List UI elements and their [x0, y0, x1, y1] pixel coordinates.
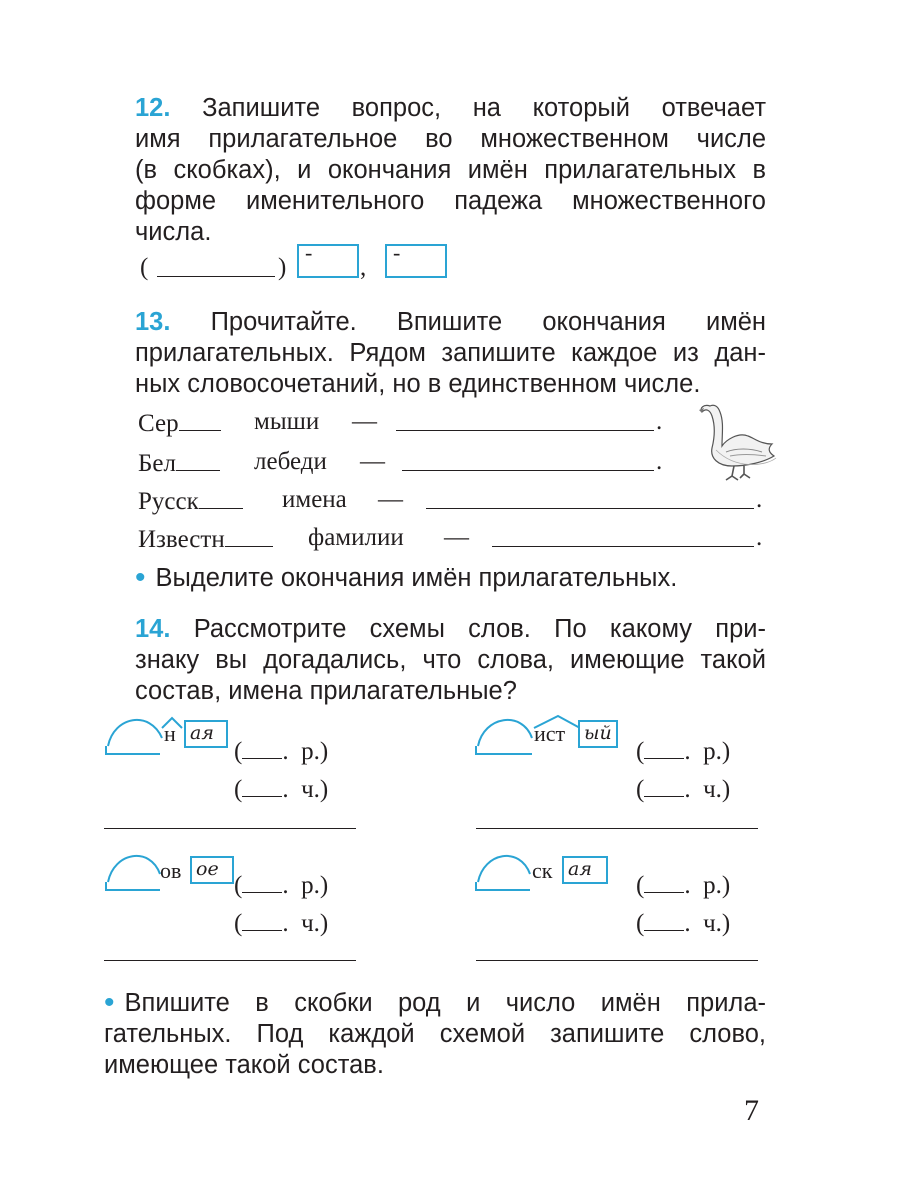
number-bracket: ( . ч.) [234, 910, 329, 937]
swan-icon [696, 400, 782, 482]
suffix: н [164, 721, 176, 746]
word-scheme-1 [104, 710, 364, 840]
suffix: ист [534, 721, 566, 746]
gender-blank[interactable] [242, 870, 282, 893]
adjective-stem: Бел [138, 450, 176, 477]
task-14-text: 14. Рассмотрите схемы слов. По какому при- знаку вы догадались, что слова, имеющие такой состав, имена прилагательные? [135, 615, 766, 705]
task-13-bullet: • Выделите окончания имён прилагательных. [135, 561, 678, 594]
number-bracket: ( . ч.) [234, 776, 329, 803]
noun: фамилии [308, 524, 404, 551]
task-number: 12. [135, 94, 171, 122]
ending-box: ый [578, 720, 618, 748]
gender-blank[interactable] [644, 870, 684, 893]
word-scheme-4 [474, 846, 764, 968]
number-bracket: ( . ч.) [636, 776, 731, 803]
noun: лебеди [254, 448, 327, 475]
answer-line[interactable] [402, 470, 654, 471]
adjective-stem: Русск [138, 488, 199, 515]
ending-blank[interactable] [225, 524, 273, 547]
number-blank[interactable] [644, 774, 684, 797]
page-number: 7 [744, 1094, 759, 1127]
word-scheme-3 [104, 846, 364, 968]
noun: имена [282, 486, 347, 513]
answer-line[interactable] [426, 508, 754, 509]
word-answer-line[interactable] [104, 828, 356, 829]
word-answer-line[interactable] [104, 960, 356, 961]
gender-bracket: ( . р.) [234, 738, 329, 765]
task-14-bullet: • Впишите в скобки род и число имён прила- гательных. Под каждой схемой запишите слово, имеющее такой состав. [104, 986, 766, 1079]
number-blank[interactable] [644, 908, 684, 931]
noun: мыши [254, 408, 320, 435]
answer-line[interactable] [492, 546, 754, 547]
ending-blank[interactable] [176, 448, 220, 471]
ending-box: ое [190, 856, 234, 884]
ending-box-2[interactable]: - [385, 244, 447, 278]
task-number: 13. [135, 308, 171, 336]
suffix: ск [532, 858, 553, 883]
ending-box-1[interactable]: - [297, 244, 359, 278]
ending-blank[interactable] [199, 486, 243, 509]
word-answer-line[interactable] [476, 960, 758, 961]
number-bracket: ( . ч.) [636, 910, 731, 937]
task-13-text: 13. Прочитайте. Впишите окончания имён прилагательных. Рядом запишите каждое из дан- ных словосочетаний, но в единственном числе. [135, 308, 766, 398]
task-12-text: 12. Запишите вопрос, на который отвечает имя прилагательное во множественном числе (в скобках), и окончания имён прилагательных в форме именительного падежа множественного числа. [135, 94, 766, 246]
adjective-stem: Сер [138, 410, 179, 437]
question-answer-line[interactable] [157, 254, 275, 277]
word-answer-line[interactable] [476, 828, 758, 829]
bullet-icon: • [104, 986, 115, 1019]
suffix: ов [160, 858, 182, 883]
bullet-icon: • [135, 561, 146, 594]
ending-box: ая [562, 856, 608, 884]
gender-blank[interactable] [242, 736, 282, 759]
ending-box: ая [184, 720, 228, 748]
task-number: 14. [135, 615, 171, 643]
gender-bracket: ( . р.) [234, 872, 329, 899]
gender-bracket: ( . р.) [636, 872, 731, 899]
ending-blank[interactable] [179, 408, 221, 431]
phrase-row: Русск имена — . [138, 486, 763, 515]
task-12-answer-row: ( ) - , - [140, 248, 460, 288]
phrase-row: Сер мыши — . [138, 408, 663, 437]
number-blank[interactable] [242, 774, 282, 797]
phrase-row: Известн фамилии — . [138, 524, 763, 553]
adjective-stem: Известн [138, 526, 225, 553]
gender-blank[interactable] [644, 736, 684, 759]
word-scheme-2 [474, 710, 764, 840]
phrase-row: Бел лебеди — . [138, 448, 663, 477]
number-blank[interactable] [242, 908, 282, 931]
answer-line[interactable] [396, 430, 654, 431]
gender-bracket: ( . р.) [636, 738, 731, 765]
